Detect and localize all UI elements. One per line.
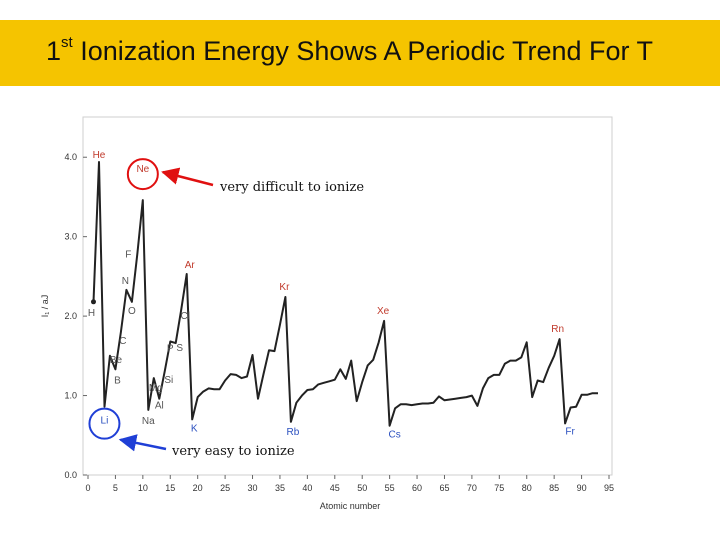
x-tick-label: 65 (439, 483, 450, 493)
x-tick-label: 85 (549, 483, 560, 493)
x-tick-label: 60 (412, 483, 423, 493)
element-label: Cs (388, 429, 401, 441)
y-axis-label: I₁ / aJ (40, 294, 50, 318)
element-label: Ar (184, 260, 195, 272)
y-axis (64, 152, 87, 480)
element-label: S (176, 343, 184, 355)
plot-area (83, 117, 612, 475)
easy-arrow (120, 440, 166, 449)
x-tick-label: 10 (137, 483, 148, 493)
easy-annotation: very easy to ionize (172, 444, 295, 459)
x-tick-label: 95 (603, 483, 615, 493)
y-tick-label: 1.0 (64, 390, 77, 401)
title-superscript: st (61, 34, 73, 51)
series-layer (91, 162, 598, 426)
element-label: Rn (551, 324, 565, 336)
element-label: B (114, 375, 121, 387)
x-tick-label: 30 (247, 483, 258, 493)
x-tick-label: 90 (576, 483, 587, 493)
x-tick-label: 40 (302, 483, 313, 493)
y-tick-label: 0.0 (64, 470, 77, 480)
title-rest: Ionization Energy Shows A Periodic Trend For T (72, 36, 654, 66)
element-label: Si (164, 374, 174, 386)
x-tick-label: 55 (384, 483, 395, 493)
x-axis (85, 475, 614, 493)
element-label: H (87, 307, 96, 319)
element-label: Fr (565, 426, 575, 438)
element-label: Li (100, 415, 109, 427)
element-label: P (166, 343, 174, 355)
element-label: Al (154, 400, 164, 412)
x-tick-label: 75 (494, 483, 505, 493)
x-tick-label: 45 (329, 483, 340, 493)
element-label: Kr (279, 282, 290, 294)
element-label: C (119, 336, 127, 347)
series-start-point (91, 299, 96, 304)
difficult-annotation: very difficult to ionize (220, 180, 365, 195)
element-label: O (127, 305, 136, 317)
y-tick-label: 2.0 (64, 311, 77, 322)
element-label: Rb (286, 426, 300, 438)
x-tick-label: 50 (357, 483, 368, 493)
x-tick-label: 15 (165, 483, 176, 493)
x-tick-label: 20 (192, 483, 203, 493)
y-tick-label: 3.0 (64, 231, 77, 242)
x-tick-label: 25 (220, 483, 231, 493)
y-tick-label: 4.0 (64, 152, 77, 163)
difficult-arrow (163, 172, 213, 185)
element-label: Cl (180, 310, 190, 322)
title-ordinal: 1 (46, 36, 62, 66)
element-label: K (190, 423, 198, 435)
element-label: N (121, 275, 130, 287)
x-tick-label: 0 (85, 483, 91, 493)
x-axis-label: Atomic number (319, 501, 381, 511)
x-tick-label: 5 (112, 483, 118, 493)
element-label: Na (141, 415, 155, 427)
x-tick-label: 80 (521, 483, 532, 493)
x-tick-label: 35 (274, 483, 285, 493)
element-label: Mg (148, 383, 163, 395)
element-label: Xe (377, 305, 390, 317)
element-label: Ne (136, 164, 150, 176)
x-tick-label: 70 (466, 483, 477, 493)
element-label: He (92, 149, 106, 161)
element-label: Be (109, 354, 123, 366)
series-line (94, 162, 599, 426)
element-label: F (125, 249, 132, 261)
